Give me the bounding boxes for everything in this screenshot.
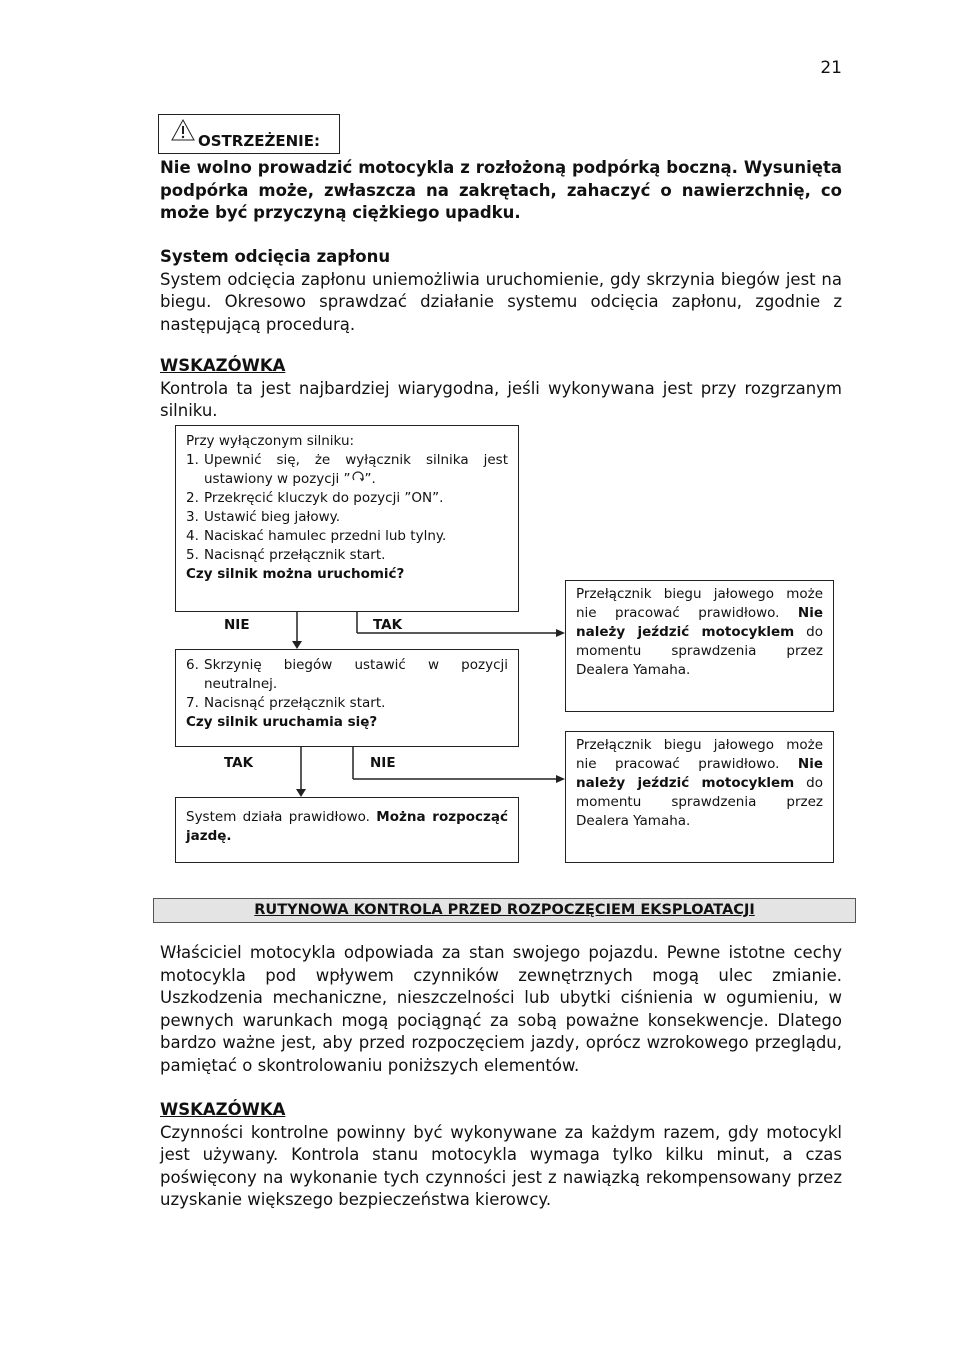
flow-step-number: 3.: [186, 509, 199, 525]
flow-step-text: Nacisnąć przełącznik start.: [204, 695, 386, 711]
flow-step-number: 7.: [186, 695, 199, 711]
flow-label-yes-1: TAK: [373, 617, 403, 633]
flow-label-no-1: NIE: [224, 617, 250, 633]
flow-box-1-question: Czy silnik można uruchomić?: [186, 566, 405, 582]
routine-section: [160, 942, 842, 1077]
page-number: 21: [820, 58, 842, 78]
note-2-text: Czynności kontrolne powinny być wykonywane za każdym razem, gdy motocykl jest używany. Kontrola stanu motocykla wymaga tylko kilku minut, a czas poświęcony na wykonanie tych czynności jest z nawiązką rekompensowany przez uzyskanie większego bezpieczeństwa kierowcy.: [160, 1122, 842, 1209]
flow-box-3-action: Można rozpocząć jazdę.: [186, 809, 509, 844]
flow-step-text-end: ”.: [364, 471, 376, 487]
arrowhead-no-1: [292, 641, 302, 649]
flow-step-number: 4.: [186, 528, 199, 544]
warning-label: OSTRZEŻENIE:: [198, 132, 320, 150]
ignition-heading: System odcięcia zapłonu: [160, 247, 391, 266]
flow-step-text: Upewnić się, że wyłącznik silnika jest ustawiony w pozycji ”: [204, 452, 508, 487]
section-banner: RUTYNOWA KONTROLA PRZED ROZPOCZĘCIEM EKSPLOATACJI: [153, 898, 856, 923]
note-1-heading: WSKAZÓWKA: [160, 356, 286, 375]
flow-box-2-question: Czy silnik uruchamia się?: [186, 714, 378, 730]
note-2: [160, 1099, 842, 1212]
warning-text: Nie wolno prowadzić motocykla z rozłożoną podpórką boczną. Wysunięta podpórka może, zwłaszcza na zakrętach, zahaczyć o nawierzchnię, co może być przyczyną ciężkiego upadku.: [160, 158, 842, 222]
arrowhead-yes-2: [296, 789, 306, 797]
flow-step-text: Naciskać hamulec przedni lub tylny.: [204, 528, 447, 544]
arrowhead-yes-1: [556, 629, 565, 637]
ignition-text: System odcięcia zapłonu uniemożliwia uruchomienie, gdy skrzynia biegów jest na biegu. Okresowo sprawdzać działanie systemu odcięcia zapłonu, zgodnie z następującą procedurą.: [160, 269, 842, 334]
flow-label-no-2: NIE: [370, 755, 396, 771]
flow-side-2-bold: Nie należy jeździć motocyklem: [576, 756, 823, 791]
flow-step-number: 6.: [186, 657, 199, 673]
flow-step-text: Ustawić bieg jałowy.: [204, 509, 340, 525]
flow-side-2-pre: Przełącznik biegu jałowego może nie pracować prawidłowo.: [576, 737, 823, 772]
flow-label-yes-2: TAK: [224, 755, 254, 771]
arrowhead-no-2: [556, 775, 565, 783]
note-1-text: Kontrola ta jest najbardziej wiarygodna, jeśli wykonywana jest przy rozgrzanym silniku.: [160, 378, 842, 420]
flow-step-text: Nacisnąć przełącznik start.: [204, 547, 386, 563]
flow-side-1-pre: Przełącznik biegu jałowego może nie pracować prawidłowo.: [576, 586, 823, 621]
routine-text: Właściciel motocykla odpowiada za stan swojego pojazdu. Pewne istotne cechy motocykla pod wpływem czynników zewnętrznych mogą ulec zmianie. Uszkodzenia mechaniczne, nieszczelności lub ubytki ciśnienia w ogumieniu, w pewnych warunkach mogą pociągnąć za sobą poważne konsekwencje. Dlatego bardzo ważne jest, aby przed rozpoczęciem jazdy, oprócz wzrokowego przeglądu, pamiętać o skontrolowaniu poniższych elementów.: [160, 943, 842, 1075]
flow-step-number: 1.: [186, 452, 199, 468]
flow-side-1-post: do momentu sprawdzenia przez Dealera Yamaha.: [576, 624, 823, 678]
flow-step-number: 5.: [186, 547, 199, 563]
flow-side-1-bold: Nie należy jeździć motocyklem: [576, 605, 823, 640]
flow-step-number: 2.: [186, 490, 199, 506]
flow-box-1-intro: Przy wyłączonym silniku:: [186, 433, 355, 449]
flow-box-3-status: System działa prawidłowo.: [186, 809, 370, 825]
flow-step-text: Przekręcić kluczyk do pozycji ”ON”.: [204, 490, 444, 506]
flow-step-text: Skrzynię biegów ustawić w pozycji neutralnej.: [204, 657, 508, 692]
flow-side-2-post: do momentu sprawdzenia przez Dealera Yamaha.: [576, 775, 823, 829]
note-2-heading: WSKAZÓWKA: [160, 1100, 286, 1119]
